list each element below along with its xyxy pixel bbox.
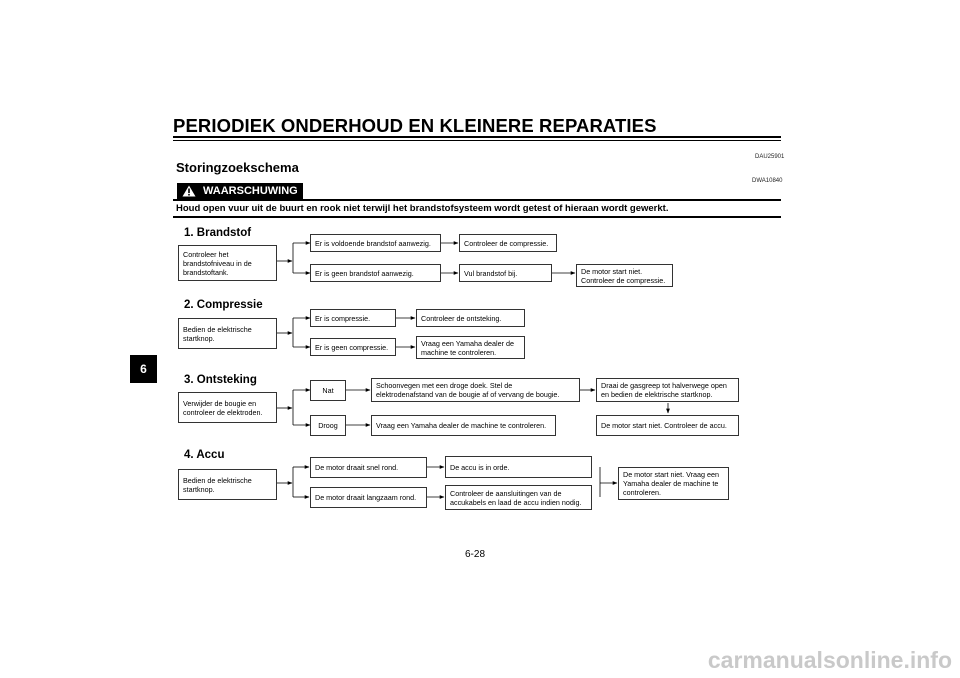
section-code: DAU25901	[755, 154, 785, 160]
warning-label: WAARSCHUWING	[203, 185, 298, 197]
ontsteking-nat-box: Nat	[310, 380, 346, 401]
compressie-lower-next-box: Vraag een Yamaha dealer de machine te controleren.	[416, 336, 525, 359]
brandstof-upper-next-box: Controleer de compressie.	[459, 234, 557, 252]
page-header-title: PERIODIEK ONDERHOUD EN KLEINERE REPARATIES	[173, 115, 657, 136]
ontsteking-upper-next-box: Schoonvegen met een droge doek. Stel de elektrodenafstand van de bougie af of vervang de bougie.	[371, 378, 580, 402]
ontsteking-lower-next-box: Vraag een Yamaha dealer de machine te controleren.	[371, 415, 556, 436]
compressie-lower-box: Er is geen compressie.	[310, 338, 396, 356]
compressie-upper-next-box: Controleer de ontsteking.	[416, 309, 525, 327]
brandstof-start-box: Controleer het brandstofniveau in de brandstoftank.	[178, 245, 277, 281]
watermark: carmanualsonline.info	[707, 647, 952, 673]
brandstof-lower-next-box: Vul brandstof bij.	[459, 264, 552, 282]
ontsteking-lower-end-box: De motor start niet. Controleer de accu.	[596, 415, 739, 436]
compressie-upper-box: Er is compressie.	[310, 309, 396, 327]
step-heading-compressie: 2. Compressie	[184, 299, 263, 311]
accu-start-box: Bedien de elektrische startknop.	[178, 469, 277, 500]
ontsteking-start-box: Verwijder de bougie en controleer de elektroden.	[178, 392, 277, 423]
step-heading-brandstof: 1. Brandstof	[184, 227, 252, 239]
accu-upper-box: De motor draait snel rond.	[310, 457, 427, 478]
brandstof-lower-end-box: De motor start niet. Controleer de compressie.	[576, 264, 673, 287]
warning-text: Houd open vuur uit de buurt en rook niet terwijl het brandstofsysteem wordt getest of hieraan wordt gewerkt.	[176, 203, 669, 214]
brandstof-lower-box: Er is geen brandstof aanwezig.	[310, 264, 441, 282]
ontsteking-upper-end-box: Draai de gasgreep tot halverwege open en bedien de elektrische startknop.	[596, 378, 739, 402]
accu-lower-box: De motor draait langzaam rond.	[310, 487, 427, 508]
accu-end-box: De motor start niet. Vraag een Yamaha dealer de machine te controleren.	[618, 467, 729, 500]
chapter-tab: 6	[130, 355, 157, 383]
warning-code: DWA10840	[752, 178, 783, 184]
accu-upper-next-box: De accu is in orde.	[445, 456, 592, 478]
step-heading-accu: 4. Accu	[184, 449, 225, 461]
section-title: Storingzoekschema	[176, 160, 299, 175]
brandstof-upper-box: Er is voldoende brandstof aanwezig.	[310, 234, 441, 252]
compressie-start-box: Bedien de elektrische startknop.	[178, 318, 277, 349]
page-number: 6-28	[465, 549, 486, 560]
accu-lower-next-box: Controleer de aansluitingen van de accukabels en laad de accu indien nodig.	[445, 485, 592, 510]
step-heading-ontsteking: 3. Ontsteking	[184, 374, 257, 386]
ontsteking-droog-box: Droog	[310, 415, 346, 436]
